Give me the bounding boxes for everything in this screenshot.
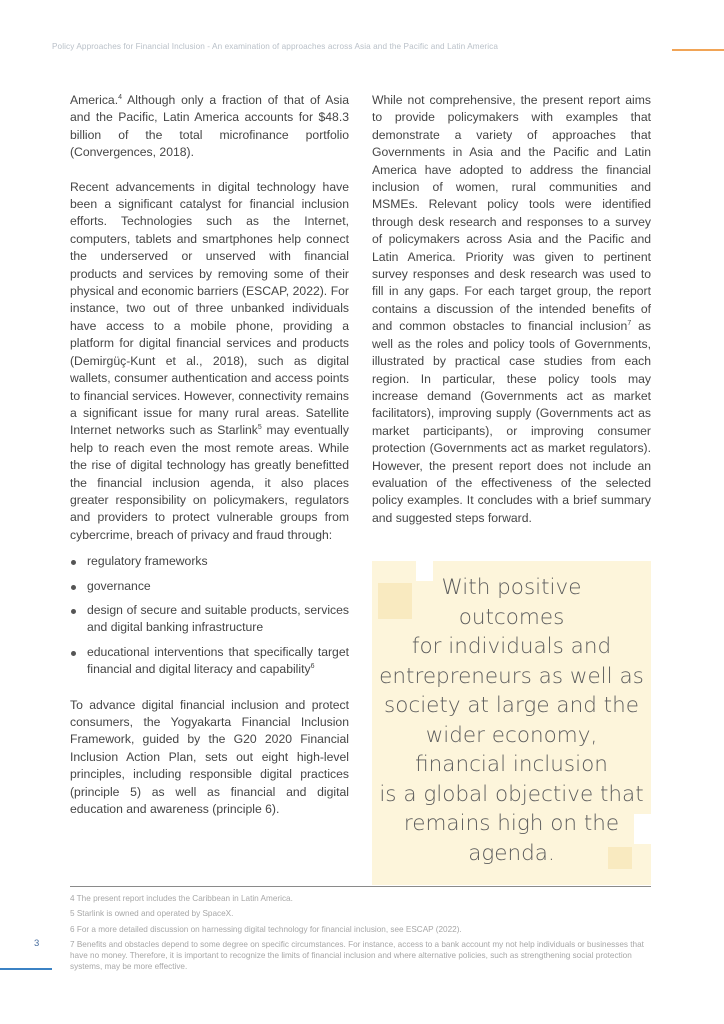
footnote-ref-4[interactable]: 4 <box>118 93 122 101</box>
text-run: as well as the roles and policy tools of Governments, illustrated by practical case studies from each region. In particular, these policy tools may increase demand (Governments act as market facilitators), improving supply (Governments act as market participants), or improving consumer protection (Governments act as market regulators). However, the present report does not include an evaluation of the effectiveness of the selected policy examples. It concludes with a brief summary and suggested steps forward. <box>372 319 651 525</box>
pull-quote-line: society at large and the <box>384 693 639 718</box>
running-header: Policy Approaches for Financial Inclusion - An examination of approaches across Asia and the Pacific and Latin America <box>52 42 498 51</box>
pull-quote <box>372 573 651 868</box>
footnote-divider <box>70 886 651 887</box>
pull-quote-line: financial inclusion <box>415 752 608 777</box>
bullet-item: regulatory frameworks <box>70 553 349 570</box>
footnote-ref-6[interactable]: 6 <box>310 663 315 671</box>
right-paragraph-1 <box>372 92 651 527</box>
text-run: Recent advancements in digital technology have been a significant catalyst for financial inclusion efforts. Technologies such as the Internet, computers, tablets and smartphones help connect the underserved or unserved with financial products and services by removing some of their physical and economic barriers (ESCAP, 2022). For instance, two out of three unbanked individuals have access to a mobile phone, providing a platform for digital financial services and products (Demirgüç-Kunt et al., 2018), such as digital wallets, consumer authentication and access points to financial services. However, connectivity remains a significant issue for many rural areas. Satellite Internet networks such as Starlink <box>70 179 349 438</box>
right-column <box>372 92 651 544</box>
left-paragraph-3: To advance digital financial inclusion and protect consumers, the Yogyakarta Financial Inclusion Framework, guided by the G20 2020 Financial Inclusion Action Plan, sets out eight high-level principles, including responsible digital practices (principle 5) as well as financial and digital education and awareness (principle 6). <box>70 697 349 817</box>
text-run: educational interventions that specifically target financial and digital literacy and capability <box>87 644 349 677</box>
left-paragraph-1 <box>70 92 349 162</box>
footnotes <box>70 893 651 977</box>
text-run: may eventually help to reach even the most remote areas. While the rise of digital technology has greatly benefitted the financial inclusion agenda, it also places greater responsibility on policymakers, regulators and providers to protect vulnerable groups from cybercrime, breach of privacy and fraud through: <box>70 423 349 542</box>
pull-quote-line: is a global objective that <box>379 781 644 807</box>
page-number: 3 <box>34 938 40 949</box>
left-paragraph-2 <box>70 179 349 545</box>
footnote-5: 5 Starlink is owned and operated by SpaceX. <box>70 909 234 919</box>
pull-quote-line: outcomes <box>458 604 565 630</box>
bullet-list <box>70 553 349 678</box>
footnote-6: 6 For a more detailed discussion on harnessing digital technology for financial inclusion, see ESCAP (2022). <box>70 924 462 934</box>
pull-quote-line: entrepreneurs as well as <box>379 663 644 689</box>
pull-quote-line: agenda. <box>468 840 555 866</box>
pull-quote-line: for individuals and <box>411 634 612 659</box>
bullet-item: governance <box>70 578 349 595</box>
footnote-4: 4 The present report includes the Caribbean in Latin America. <box>70 894 293 903</box>
footnote-ref-7[interactable]: 7 <box>627 320 632 328</box>
pull-quote-line: With positive <box>441 575 582 600</box>
left-column <box>70 92 349 835</box>
page-accent-bar <box>0 968 52 970</box>
header-accent-bar <box>672 49 724 51</box>
text-run: While not comprehensive, the present report aims to provide policymakers with examples that demonstrate a variety of approaches that Governments in Asia and the Pacific and Latin America have adopted to address the financial inclusion of women, rural communities and MSMEs. Relevant policy tools were identified through desk research and responses to a survey of policymakers across Asia and the Pacific and Latin America. Priority was given to pertinent survey responses and desk research was used to fill in any gaps. For each target group, the report contains a discussion of the intended benefits of and common obstacles to financial inclusion <box>372 93 651 334</box>
text-run: Although only a fraction of that of Asia and the Pacific, Latin America accounts for $48.3 billion of the total microfinance portfolio (Convergences, 2018). <box>70 93 349 160</box>
bullet-item: design of secure and suitable products, services and digital banking infrastructure <box>70 602 349 637</box>
pull-quote-line: remains high on the <box>403 811 620 836</box>
footnote-ref-5[interactable]: 5 <box>257 424 262 432</box>
bullet-item <box>70 644 349 679</box>
footnote-7: 7 Benefits and obstacles depend to some degree on specific circumstances. For instance, access to a bank account my not help individuals or businesses that have no money. Therefore, it is important to recognize the limits of financial inclusion and where alternative policies, such as strengthening social protection systems, may be more effective. <box>70 939 644 972</box>
text-run: America. <box>70 93 119 107</box>
pull-quote-line: wider economy, <box>425 722 598 748</box>
